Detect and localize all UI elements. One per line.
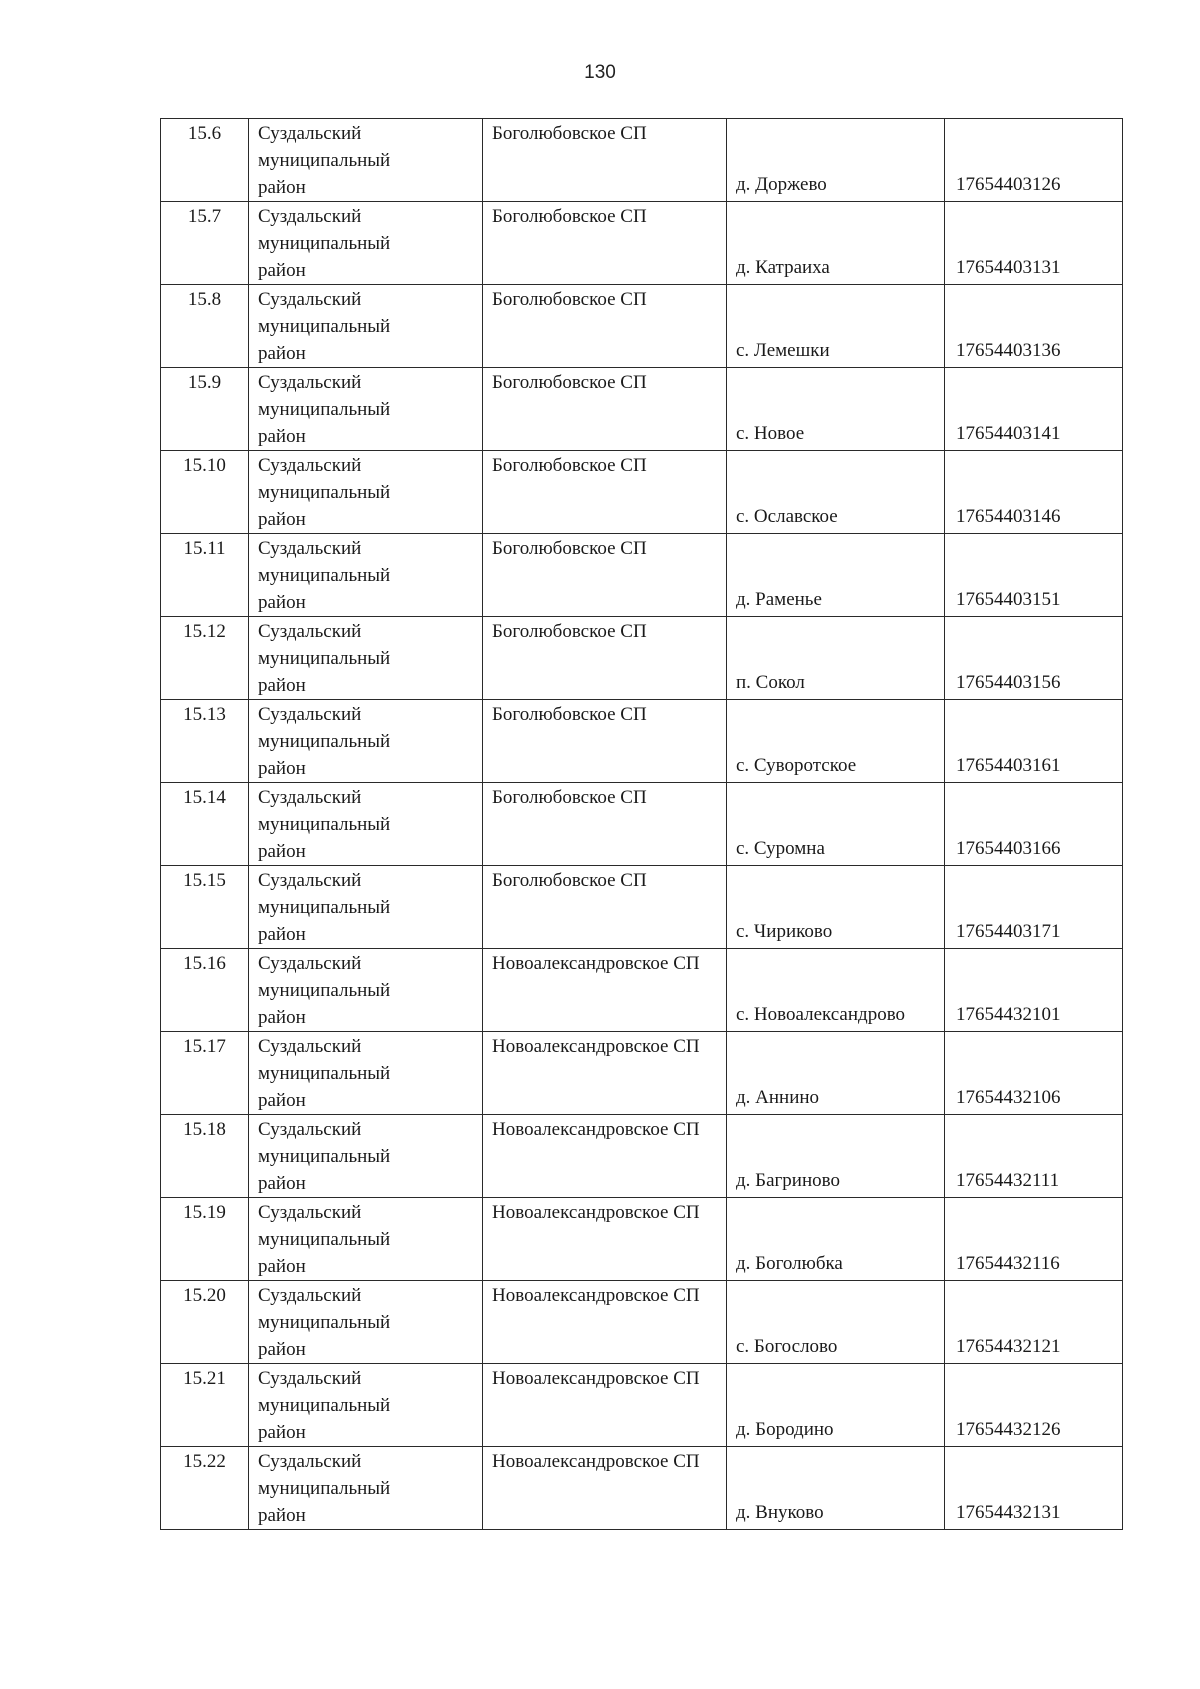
district-line: муниципальный [258,482,391,503]
row-number: 15.20 [161,1281,249,1364]
locality-cell: д. Багриново [727,1115,945,1198]
oktmo-code-cell: 17654403156 [945,617,1123,700]
oktmo-code-cell: 17654432101 [945,949,1123,1032]
district-line: Суздальский [258,455,362,476]
oktmo-code-cell: 17654432121 [945,1281,1123,1364]
district-line: район [258,1505,306,1526]
settlement-cell: Боголюбовское СП [483,617,727,700]
oktmo-code-cell: 17654432131 [945,1447,1123,1530]
district-line: муниципальный [258,1395,391,1416]
district-cell [249,534,483,617]
district-cell [249,1198,483,1281]
settlement-cell: Новоалександровское СП [483,1364,727,1447]
table-row [161,783,1123,866]
district-line: муниципальный [258,316,391,337]
district-line: район [258,924,306,945]
row-number: 15.17 [161,1032,249,1115]
district-cell [249,202,483,285]
table-body [161,119,1123,1530]
row-number: 15.7 [161,202,249,285]
oktmo-code-cell: 17654403146 [945,451,1123,534]
settlement-cell: Новоалександровское СП [483,1115,727,1198]
district-line: район [258,426,306,447]
district-cell [249,617,483,700]
settlement-cell: Боголюбовское СП [483,285,727,368]
oktmo-code-cell: 17654403126 [945,119,1123,202]
district-line: район [258,1339,306,1360]
district-line: район [258,758,306,779]
locality-cell: д. Доржево [727,119,945,202]
district-line: район [258,841,306,862]
district-cell [249,119,483,202]
district-cell [249,700,483,783]
oktmo-code-cell: 17654432126 [945,1364,1123,1447]
row-number: 15.12 [161,617,249,700]
table-row [161,1447,1123,1530]
district-line: муниципальный [258,648,391,669]
district-line: район [258,592,306,613]
settlement-cell: Новоалександровское СП [483,1447,727,1530]
district-line: район [258,343,306,364]
oktmo-code-cell: 17654403166 [945,783,1123,866]
district-line: Суздальский [258,1368,362,1389]
row-number: 15.21 [161,1364,249,1447]
district-line: муниципальный [258,731,391,752]
oktmo-code-cell: 17654403151 [945,534,1123,617]
district-line: муниципальный [258,1063,391,1084]
district-line: муниципальный [258,150,391,171]
district-cell [249,1115,483,1198]
district-line: Суздальский [258,1202,362,1223]
locality-registry-table [160,118,1123,1530]
settlement-cell: Новоалександровское СП [483,1281,727,1364]
district-line: Суздальский [258,953,362,974]
settlement-cell: Новоалександровское СП [483,1032,727,1115]
district-cell [249,783,483,866]
table-row [161,1198,1123,1281]
district-line: Суздальский [258,206,362,227]
district-line: Суздальский [258,870,362,891]
oktmo-code-cell: 17654403171 [945,866,1123,949]
locality-cell: с. Новоалександрово [727,949,945,1032]
settlement-cell: Боголюбовское СП [483,866,727,949]
oktmo-code-cell: 17654403136 [945,285,1123,368]
table-row [161,1032,1123,1115]
district-line: муниципальный [258,1146,391,1167]
district-line: муниципальный [258,897,391,918]
district-line: район [258,509,306,530]
row-number: 15.18 [161,1115,249,1198]
locality-cell: д. Внуково [727,1447,945,1530]
row-number: 15.19 [161,1198,249,1281]
settlement-cell: Боголюбовское СП [483,783,727,866]
district-line: муниципальный [258,1478,391,1499]
locality-cell: с. Богослово [727,1281,945,1364]
district-cell [249,368,483,451]
table-row [161,534,1123,617]
settlement-cell: Боголюбовское СП [483,202,727,285]
locality-cell: д. Раменье [727,534,945,617]
locality-cell: с. Лемешки [727,285,945,368]
district-line: район [258,177,306,198]
district-line: муниципальный [258,1312,391,1333]
settlement-cell: Новоалександровское СП [483,1198,727,1281]
district-line: Суздальский [258,372,362,393]
district-line: Суздальский [258,123,362,144]
row-number: 15.6 [161,119,249,202]
district-line: муниципальный [258,814,391,835]
table-row [161,1364,1123,1447]
locality-cell: с. Суворотское [727,700,945,783]
table-row [161,285,1123,368]
district-line: район [258,675,306,696]
table-row [161,700,1123,783]
district-line: Суздальский [258,621,362,642]
district-line: муниципальный [258,980,391,1001]
row-number: 15.10 [161,451,249,534]
table-row [161,617,1123,700]
district-line: район [258,1173,306,1194]
oktmo-code-cell: 17654432106 [945,1032,1123,1115]
locality-cell: с. Суромна [727,783,945,866]
row-number: 15.15 [161,866,249,949]
locality-cell: с. Чириково [727,866,945,949]
table-row [161,119,1123,202]
row-number: 15.8 [161,285,249,368]
oktmo-code-cell: 17654432111 [945,1115,1123,1198]
locality-cell: д. Бородино [727,1364,945,1447]
settlement-cell: Новоалександровское СП [483,949,727,1032]
district-line: Суздальский [258,538,362,559]
district-cell [249,1364,483,1447]
district-line: муниципальный [258,565,391,586]
district-cell [249,949,483,1032]
settlement-cell: Боголюбовское СП [483,451,727,534]
district-cell [249,1281,483,1364]
table-row [161,866,1123,949]
table-row [161,368,1123,451]
district-line: район [258,260,306,281]
locality-cell: д. Аннино [727,1032,945,1115]
oktmo-code-cell: 17654432116 [945,1198,1123,1281]
row-number: 15.22 [161,1447,249,1530]
row-number: 15.16 [161,949,249,1032]
district-line: район [258,1007,306,1028]
district-line: Суздальский [258,787,362,808]
district-line: Суздальский [258,1119,362,1140]
table-row [161,202,1123,285]
table-row [161,1115,1123,1198]
page-number: 130 [584,62,616,83]
district-line: Суздальский [258,1285,362,1306]
settlement-cell: Боголюбовское СП [483,534,727,617]
district-line: муниципальный [258,1229,391,1250]
district-line: район [258,1256,306,1277]
locality-cell: д. Катраиха [727,202,945,285]
settlement-cell: Боголюбовское СП [483,119,727,202]
district-line: Суздальский [258,704,362,725]
oktmo-code-cell: 17654403141 [945,368,1123,451]
row-number: 15.13 [161,700,249,783]
district-cell [249,1447,483,1530]
row-number: 15.14 [161,783,249,866]
district-cell [249,866,483,949]
district-line: муниципальный [258,399,391,420]
row-number: 15.9 [161,368,249,451]
table-row [161,949,1123,1032]
locality-cell: д. Боголюбка [727,1198,945,1281]
district-cell [249,285,483,368]
table-row [161,1281,1123,1364]
district-cell [249,451,483,534]
district-cell [249,1032,483,1115]
settlement-cell: Боголюбовское СП [483,700,727,783]
locality-cell: с. Новое [727,368,945,451]
district-line: Суздальский [258,1451,362,1472]
district-line: Суздальский [258,289,362,310]
oktmo-code-cell: 17654403161 [945,700,1123,783]
district-line: район [258,1090,306,1111]
settlement-cell: Боголюбовское СП [483,368,727,451]
district-line: Суздальский [258,1036,362,1057]
locality-cell: п. Сокол [727,617,945,700]
district-line: район [258,1422,306,1443]
row-number: 15.11 [161,534,249,617]
table-row [161,451,1123,534]
district-line: муниципальный [258,233,391,254]
locality-cell: с. Ославское [727,451,945,534]
oktmo-code-cell: 17654403131 [945,202,1123,285]
